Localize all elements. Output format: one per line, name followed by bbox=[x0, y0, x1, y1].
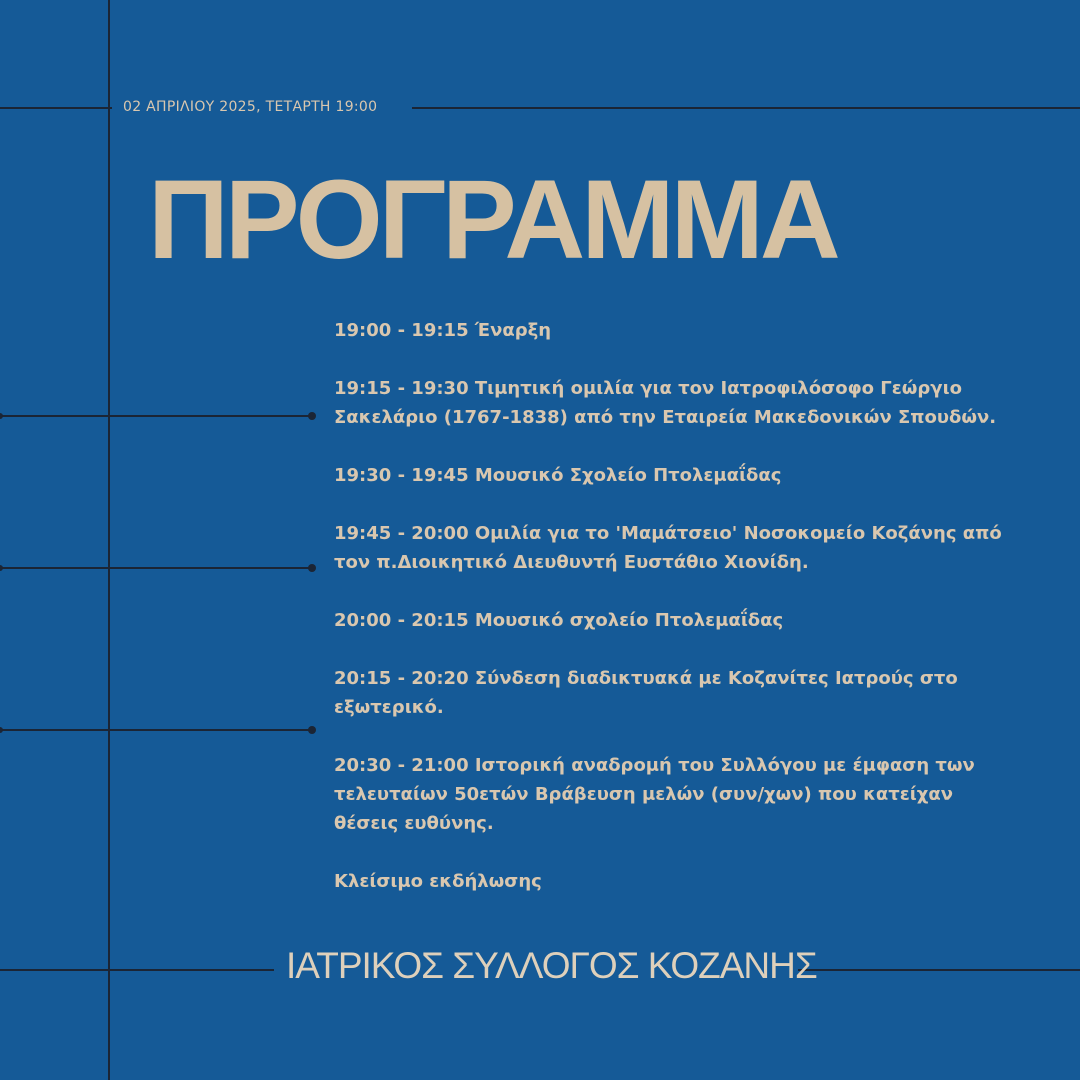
program-item: 19:00 - 19:15 Έναρξη bbox=[334, 320, 552, 341]
program-list bbox=[334, 316, 1054, 896]
program-item: 19:45 - 20:00 Ομιλία για το 'Μαμάτσειο' Νοσοκομείο Κοζάνης από τον π.Διοικητικό Διευθυντή Ευστάθιο Χιονίδη. bbox=[334, 523, 1002, 573]
top-rule-right bbox=[412, 107, 1080, 109]
event-date: 02 ΑΠΡΙΛΙΟΥ 2025, ΤΕΤΑΡΤΗ 19:00 bbox=[123, 99, 378, 115]
program-item: Κλείσιμο εκδήλωσης bbox=[334, 871, 542, 892]
connector-line bbox=[0, 567, 311, 569]
vertical-divider bbox=[108, 0, 110, 1080]
program-item: 20:00 - 20:15 Μουσικό σχολείο Πτολεμαΐδας bbox=[334, 610, 784, 631]
program-item: 20:15 - 20:20 Σύνδεση διαδικτυακά με Κοζανίτες Ιατρούς στο εξωτερικό. bbox=[334, 668, 958, 718]
page-title: ΠΡΟΓΡΑΜΜΑ bbox=[148, 157, 837, 282]
bottom-rule-right bbox=[798, 969, 1080, 971]
program-item: 19:30 - 19:45 Μουσικό Σχολείο Πτολεμαΐδας bbox=[334, 465, 782, 486]
program-item: 20:30 - 21:00 Ιστορική αναδρομή του Συλλόγου με έμφαση των τελευταίων 50ετών Βράβευση μελών (συν/χων) που κατείχαν θέσεις ευθύνης. bbox=[334, 755, 975, 834]
connector-line bbox=[0, 415, 311, 417]
connector-line bbox=[0, 729, 311, 731]
program-item: 19:15 - 19:30 Τιμητική ομιλία για τον Ιατροφιλόσοφο Γεώργιο Σακελάριο (1767-1838) από την Εταιρεία Μακεδονικών Σπουδών. bbox=[334, 378, 997, 428]
organization-name: ΙΑΤΡΙΚΟΣ ΣΥΛΛΟΓΟΣ ΚΟΖΑΝΗΣ bbox=[286, 945, 817, 986]
top-rule-left bbox=[0, 107, 112, 109]
bottom-rule-left bbox=[0, 969, 274, 971]
